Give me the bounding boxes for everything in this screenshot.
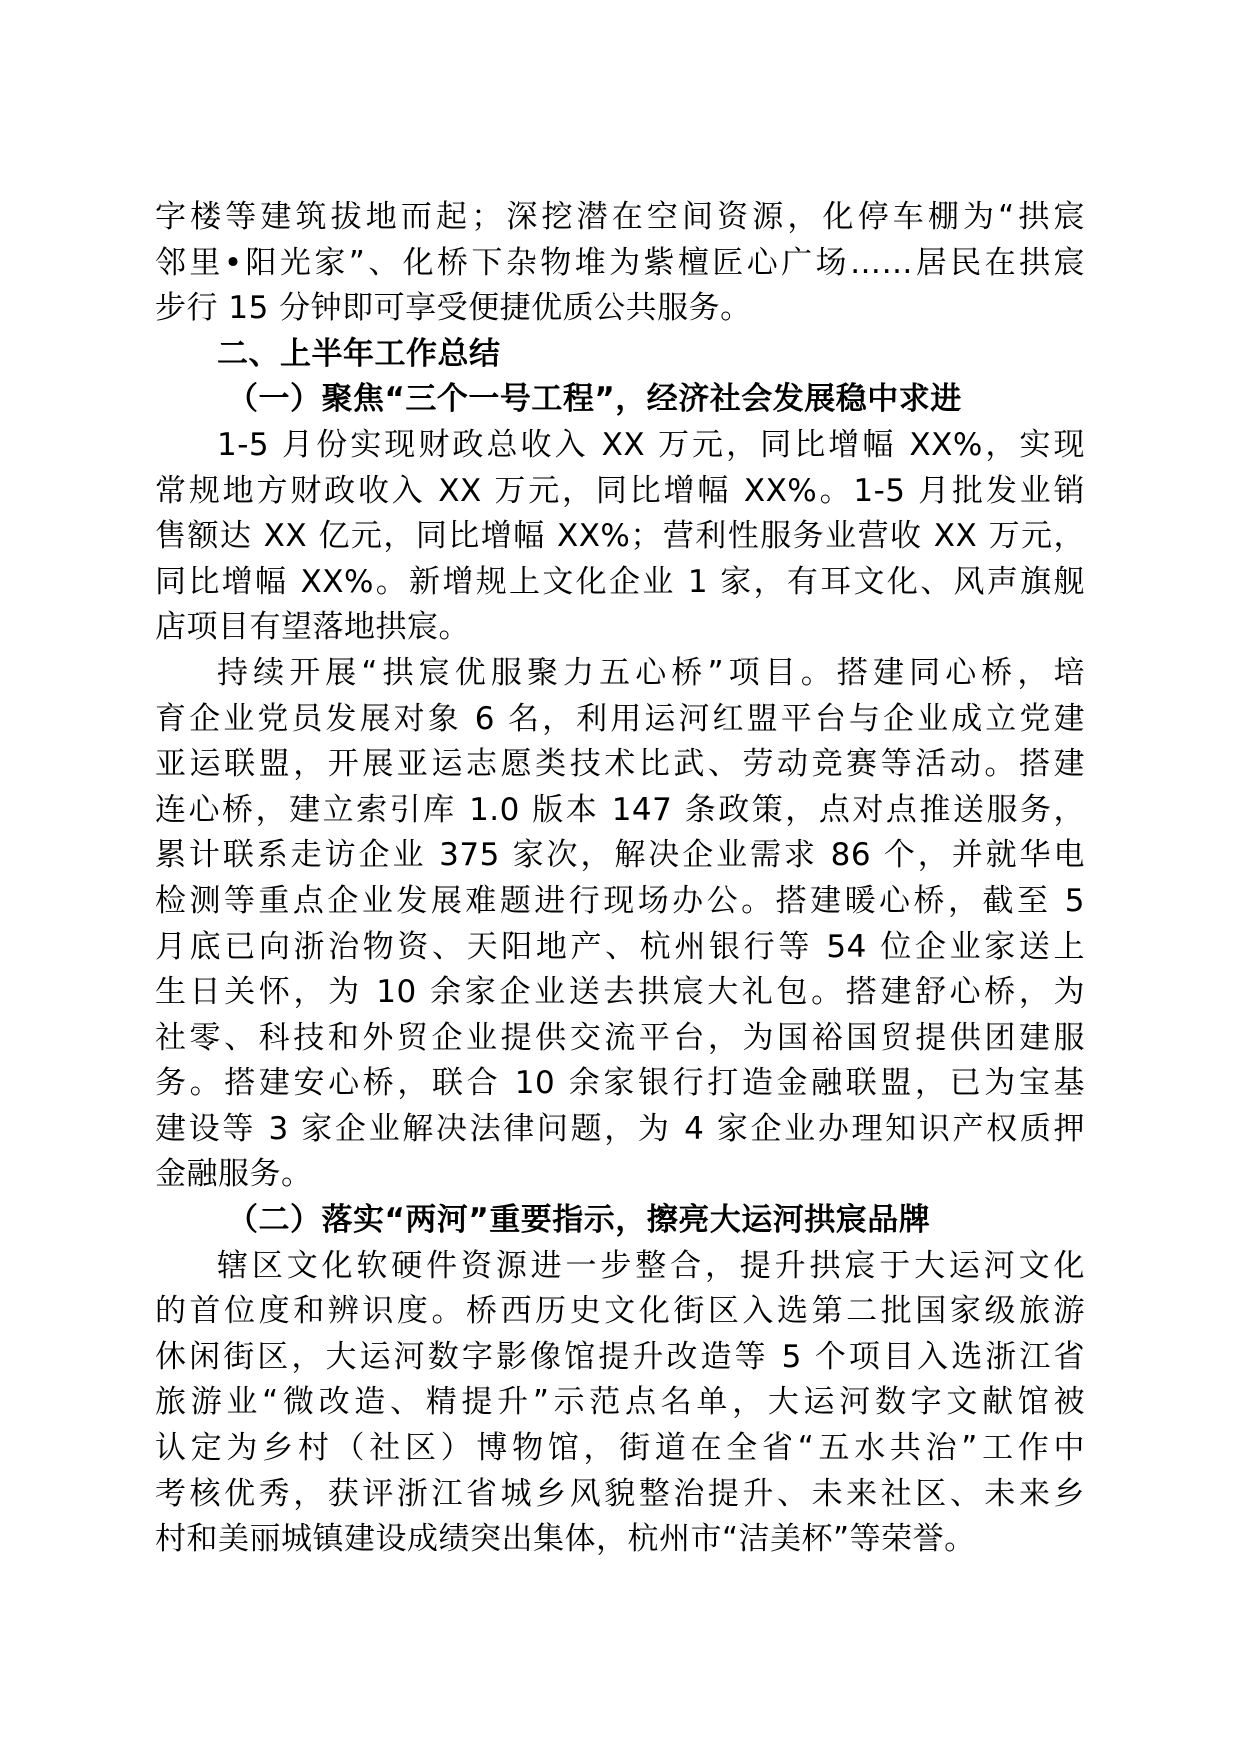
text-line: 金融服务。	[155, 1156, 313, 1193]
text-line: 休闲街区，大运河数字影像馆提升改造等 5 个项目入选浙江省	[155, 1338, 1085, 1375]
subsection-heading: （一）聚焦“三个一号工程”，经济社会发展稳中求进	[227, 381, 962, 418]
paragraph-culture	[155, 1244, 1085, 1563]
text-line: 的首位度和辨识度。桥西历史文化街区入选第二批国家级旅游	[155, 1293, 1085, 1330]
text-line: 社零、科技和外贸企业提供交流平台，为国裕国贸提供团建服	[155, 1019, 1085, 1056]
paragraph-five-bridges	[155, 651, 1085, 1198]
text-line: 考核优秀，获评浙江省城乡风貌整治提升、未来社区、未来乡	[155, 1475, 1085, 1512]
document-body	[155, 195, 1085, 1563]
text-line: 亚运联盟，开展亚运志愿类技术比武、劳动竞赛等活动。搭建	[155, 746, 1085, 783]
text-line: 同比增幅 XX%。新增规上文化企业 1 家，有耳文化、风声旗舰	[155, 563, 1085, 600]
section-heading: 二、上半年工作总结	[217, 335, 501, 372]
text-line: 累计联系走访企业 375 家次，解决企业需求 86 个，并就华电	[155, 837, 1085, 874]
paragraph-economy	[155, 423, 1085, 651]
text-line: 辖区文化软硬件资源进一步整合，提升拱宸于大运河文化	[217, 1247, 1085, 1284]
text-line: 店项目有望落地拱宸。	[155, 609, 470, 646]
text-line: 建设等 3 家企业解决法律问题，为 4 家企业办理知识产权质押	[155, 1110, 1085, 1147]
text-line: 邻里•阳光家”、化桥下杂物堆为紫檀匠心广场……居民在拱宸	[155, 244, 1085, 281]
text-line: 字楼等建筑拔地而起；深挖潜在空间资源，化停车棚为“拱宸	[155, 199, 1085, 235]
text-line: 认定为乡村（社区）博物馆，街道在全省“五水共治”工作中	[155, 1430, 1085, 1467]
text-line: 连心桥，建立索引库 1.0 版本 147 条政策，点对点推送服务，	[155, 791, 1085, 828]
text-line: 1-5 月份实现财政总收入 XX 万元，同比增幅 XX%，实现	[217, 426, 1085, 463]
text-line: 售额达 XX 亿元，同比增幅 XX%；营利性服务业营收 XX 万元，	[155, 518, 1085, 555]
text-line: 月底已向浙治物资、天阳地产、杭州银行等 54 位企业家送上	[155, 928, 1085, 965]
text-line: 生日关怀，为 10 余家企业送去拱宸大礼包。搭建舒心桥，为	[155, 974, 1085, 1011]
text-line: 旅游业“微改造、精提升”示范点名单，大运河数字文献馆被	[155, 1384, 1085, 1421]
text-line: 务。搭建安心桥，联合 10 余家银行打造金融联盟，已为宝基	[155, 1065, 1085, 1102]
paragraph-intro	[155, 195, 1085, 332]
subsection-heading: （二）落实“两河”重要指示，擦亮大运河拱宸品牌	[227, 1202, 931, 1239]
text-line: 持续开展“拱宸优服聚力五心桥”项目。搭建同心桥，培	[217, 654, 1085, 691]
text-line: 育企业党员发展对象 6 名，利用运河红盟平台与企业成立党建	[155, 700, 1085, 737]
text-line: 步行 15 分钟即可享受便捷优质公共服务。	[155, 290, 752, 327]
text-line: 检测等重点企业发展难题进行现场办公。搭建暖心桥，截至 5	[155, 882, 1085, 919]
text-line: 村和美丽城镇建设成绩突出集体，杭州市“洁美杯”等荣誉。	[155, 1521, 976, 1558]
text-line: 常规地方财政收入 XX 万元，同比增幅 XX%。1-5 月批发业销	[155, 472, 1085, 509]
